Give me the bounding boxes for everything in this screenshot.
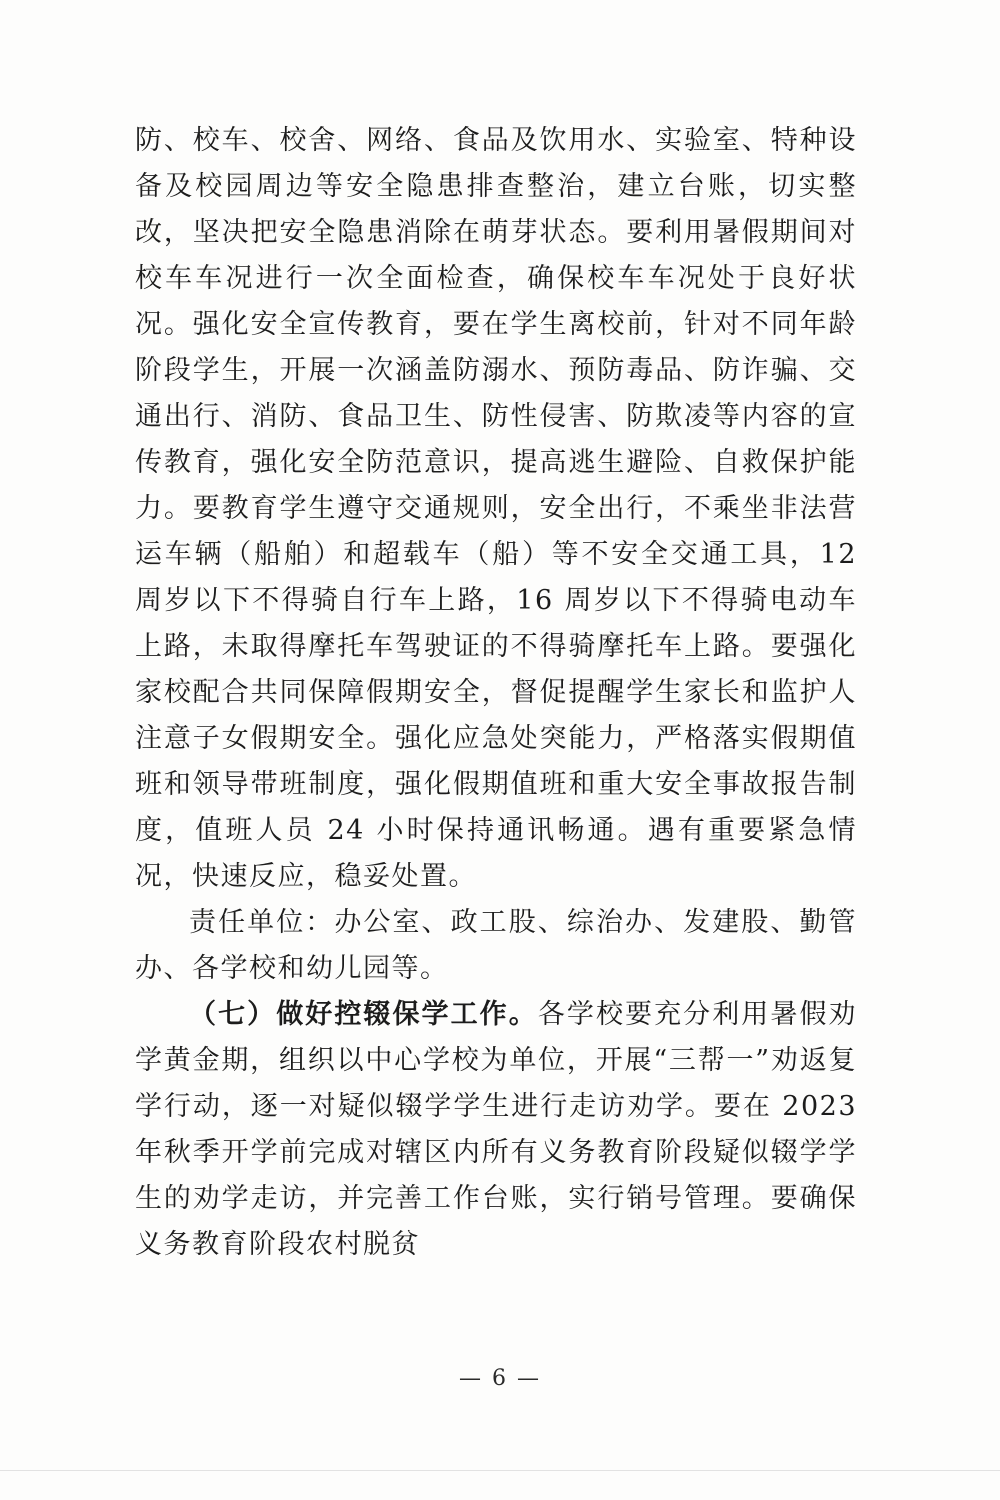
paragraph-text: 各学校要充分利用暑假劝学黄金期，组织以中心学校为单位，开展“三帮一”劝返复学行动，逐一对疑似辍学学生进行走访劝学。要在 2023 年秋季开学前完成对辖区内所有义务教育阶段疑似辍学学生的劝学走访，并完善工作台账，实行销号管理。要确保义务教育阶段农村脱贫 — [135, 999, 858, 1260]
paragraph-dropout-control — [135, 992, 857, 1268]
page-number: — 6 — — [459, 1366, 541, 1391]
section-heading: （七）做好控辍保学工作。 — [189, 999, 538, 1030]
paragraph-safety-continued — [135, 118, 857, 900]
paragraph-text: 责任单位：办公室、政工股、综治办、发建股、勤管办、各学校和幼儿园等。 — [135, 907, 857, 984]
paragraph-responsible-units — [135, 900, 857, 992]
document-body — [135, 118, 857, 1268]
page-edge-divider — [0, 1470, 1000, 1471]
paragraph-text: 防、校车、校舍、网络、食品及饮用水、实验室、特种设备及校园周边等安全隐患排查整治，建立台账，切实整改，坚决把安全隐患消除在萌芽状态。要利用暑假期间对校车车况进行一次全面检查，确保校车车况处于良好状况。强化安全宣传教育，要在学生离校前，针对不同年龄阶段学生，开展一次涵盖防溺水、预防毒品、防诈骗、交通出行、消防、食品卫生、防性侵害、防欺凌等内容的宣传教育，强化安全防范意识，提高逃生避险、自救保护能力。要教育学生遵守交通规则，安全出行，不乘坐非法营运车辆（船舶）和超载车（船）等不安全交通工具，12 周岁以下不得骑自行车上路，16 周岁以下不得骑电动车上路，未取得摩托车驾驶证的不得骑摩托车上路。要强化家校配合共同保障假期安全，督促提醒学生家长和监护人注意子女假期安全。强化应急处突能力，严格落实假期值班和领导带班制度，强化假期值班和重大安全事故报告制度，值班人员 24 小时保持通讯畅通。遇有重要紧急情况，快速反应，稳妥处置。 — [135, 125, 857, 892]
